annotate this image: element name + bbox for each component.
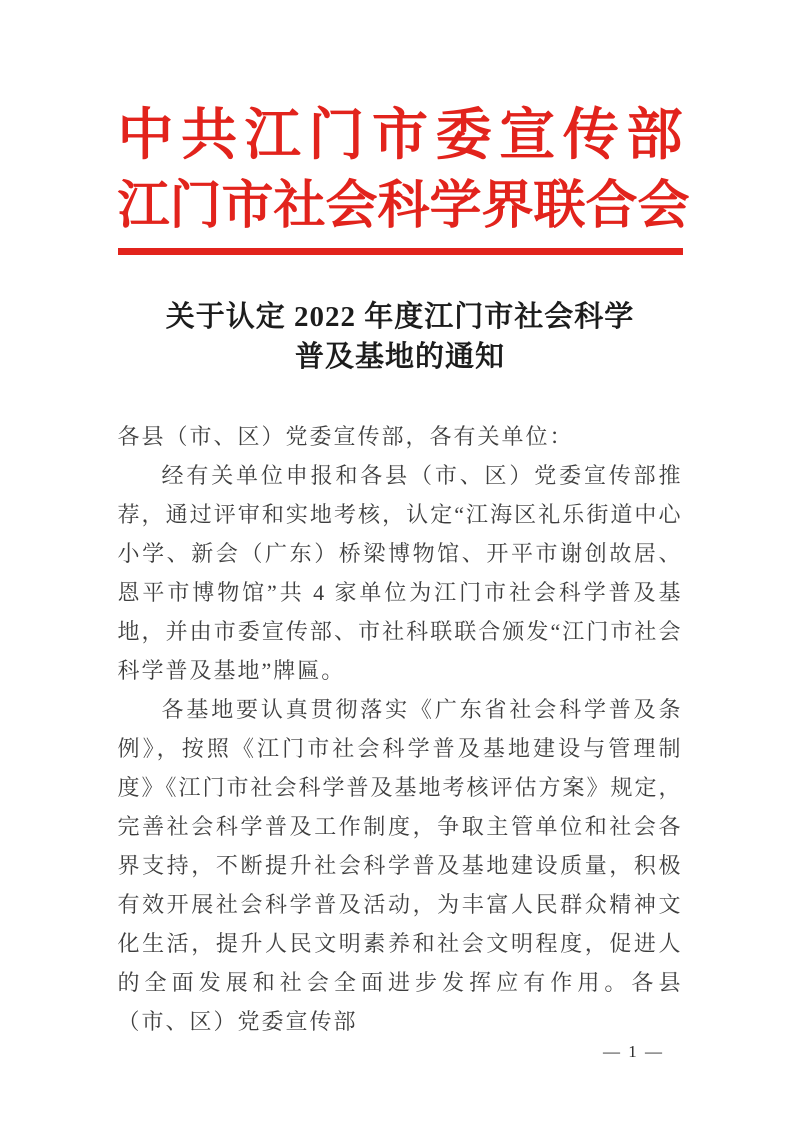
org-name-line-1: 中共江门市委宣传部 (117, 105, 683, 167)
page-number: — 1 — (603, 1042, 664, 1061)
paragraph-2: 各基地要认真贯彻落实《广东省社会科学普及条例》，按照《江门市社会科学普及基地建设与管理制度》《江门市社会科学普及基地考核评估方案》规定，完善社会科学普及工作制度，争取主管单位和社会各界支持，不断提升社会科学普及基地建设质量，积极有效开展社会科学普及活动，为丰富人民群众精神文化生活，提升人民文明素养和社会文明程度，促进人的全面发展和社会全面进步发挥应有作用。各县（市、区）党委宣传部 (117, 697, 683, 1035)
document-title-line-2: 普及基地的通知 (294, 341, 505, 374)
document-title-line-1: 关于认定 2022 年度江门市社会科学 (165, 301, 635, 334)
salutation: 各县（市、区）党委宣传部，各有关单位： (117, 424, 574, 450)
document-body (118, 417, 683, 1041)
paragraph-1: 经有关单位申报和各县（市、区）党委宣传部推荐，通过评审和实地考核，认定“江海区礼乐街道中心小学、新会（广东）桥梁博物馆、开平市谢创故居、恩平市博物馆”共 4 家单位为江门市社会科学普及基地，并由市委宣传部、市社科联联合颁发“江门市社会科学普及基地”牌匾。 (117, 463, 683, 684)
letterhead (117, 105, 690, 255)
document-content (117, 0, 690, 1041)
document-title (118, 297, 683, 377)
org-name-line-2: 江门市社会科学界联合会 (117, 177, 690, 235)
letterhead-divider (118, 248, 683, 255)
